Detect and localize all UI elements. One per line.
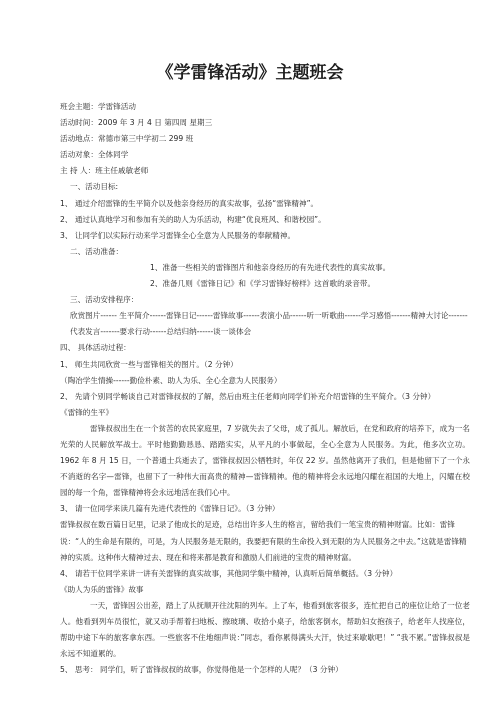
step-4-heading: 《助人为乐的雷锋》故事 [60, 584, 144, 594]
meta-theme: 班会主题：学雷锋活动 [60, 102, 136, 111]
section-program-heading: 三、活动安排程序： [70, 295, 139, 305]
goal-item: 3、 让同学们以实际行动来学习雷锋全心全意为人民服务的奉献精神。 [60, 230, 296, 240]
step-1: 1、 师生共同欣赏一些与雷锋相关的图片。（2 分钟） [60, 359, 238, 369]
goal-item: 1、 通过介绍雷锋的生平简介以及他亲身经历的真实故事，弘扬“雷锋精神”。 [60, 198, 319, 208]
bio-paragraph: 雷锋叔叔出生在一个贫苦的农民家庭里，7 岁就失去了父母，成了孤儿。解放后，在党和政府的培养下，成为一名光荣的人民解放军战士。平时他勤勤恳恳、踏踏实实，从平凡的小事做起，全心全意为人民服务。为此，他多次立功。1962 年 8 月 15 日，一个普通士兵逝去了，雷锋叔叔因公牺牲时，年仅 22 岁。虽然他离开了我们，但是他留下了一个永不消逝的名字—雷锋，也留下了一种伟大而高贵的精神—雷锋精神。他的精神将会永远地闪耀在祖国的大地上，闪耀在校园的每一个角，雷锋精神将会永远地活在我们心中。 [60, 423, 470, 498]
step-2: 2、 先请个别同学畅谈自己对雷锋叔叔的了解，然后由班主任老师向同学们补充介绍雷锋的生平简介。（3 分钟） [60, 391, 436, 401]
meta-audience: 活动对象：全体同学 [60, 150, 129, 160]
section-prep-heading: 二、活动准备： [70, 246, 124, 256]
step-5: 5、 思考： 同学们，听了雷锋叔叔的故事，你觉得他是一个怎样的人呢？（3 分钟） [60, 665, 343, 675]
section-process-heading: 四、 具体活动过程： [60, 343, 131, 353]
story-paragraph: 一天，雷锋因公出差，踏上了从抚顺开往沈阳的列车。上了车，他看到旅客很多，连忙把自己的座位让给了一位老人。他看到列车员很忙，就又动手帮着扫地板、擦玻璃、收拾小桌子，给旅客倒水，帮助妇女抱孩子，给老年人找座位，帮助中途下车的旅客拿东西。一些旅客不住地细声说：”同志，看你累得满头大汗，快过来歇歇吧！” “我不累。”雷锋叔叔是永远不知道累的。 [60, 600, 470, 659]
step-4: 4、 请若干位同学来讲一讲有关雷锋的真实故事，其他同学集中精神，认真听后简单概括。（3 分钟） [60, 568, 398, 578]
step-3-paragraph: 雷锋叔叔在数百篇日记里，记录了他成长的足迹，总结出许多人生的格言，留给我们一笔宝贵的精神财富。比如：雷锋说：“人的生命是有限的，可是，为人民服务是无限的，我要把有限的生命投入到无限的为人民服务之中去。”这就是雷锋精神的实质。这种伟大精神过去、现在和将来都是教育和激励人们前进的宝贵的精神财富。 [60, 520, 467, 562]
meta-host: 主 持 人：班主任戚敏老师 [60, 166, 149, 176]
step-3: 3、 请一位同学来读几篇有先进代表性的《雷锋日记》。（3 分钟） [60, 504, 280, 514]
step-1-note: （陶冶学生情操------勤俭朴素、助人为乐、全心全意为人民服务） [60, 375, 282, 385]
section-goals-heading: 一、活动目标: [70, 182, 119, 192]
prep-item: 2、准备几则《雷锋日记》和《学习雷锋好榜样》这首歌的录音带。 [150, 279, 376, 289]
prep-item: 1、准备一些相关的雷锋图片和他亲身经历的有先进代表性的真实故事。 [150, 262, 391, 272]
goal-item: 2、 通过认真地学习和参加有关的助人为乐活动，构建“优良班风、和谐校园”。 [60, 214, 326, 224]
step-2-heading: 《雷锋的生平》 [60, 407, 114, 417]
page-title: 《学雷锋活动》主题班会 [156, 63, 344, 83]
meta-time: 活动时间：2009 年 3 月 4 日 第四周 星期三 [60, 118, 213, 128]
meta-place: 活动地点：常德市第三中学初二 299 班 [60, 134, 194, 144]
program-sequence: 欣赏图片------ 生平简介------雷锋日记------雷锋故事------表演小品------听一听歌曲------学习感悟-------精神大讨论-------代表发言-------要求行动------总结归纳------谈一谈体会 [70, 311, 468, 337]
document-body [60, 99, 470, 678]
